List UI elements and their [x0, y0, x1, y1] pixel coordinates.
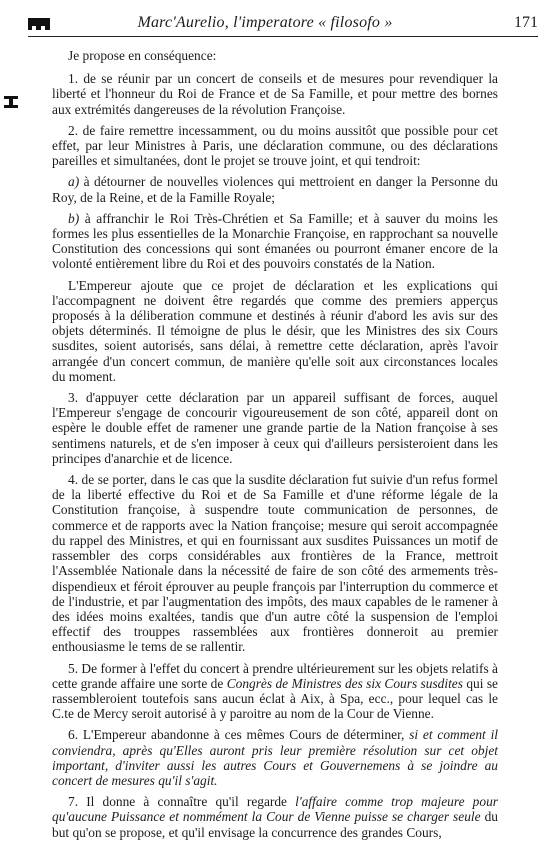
page-header [28, 12, 538, 37]
margin-marker-icon [4, 96, 18, 108]
paragraph-7-text-b: du but qu'on se propose, et qu'il envisage la concurrence des grandes Cours, [52, 809, 498, 840]
paragraph-7-italic: l'affaire comme trop majeure pour qu'aucune Puissance et nommément la Cour de Vienne puisse se charger seule [52, 794, 498, 825]
paragraph-6-text-a: 6. L'Empereur abandonne à ces mêmes Cours de déterminer, [68, 727, 410, 743]
paragraph-6-italic: si et comment il conviendra, après qu'Elles auront pris leur première résolution sur cet objet important, d'inviter aussi les autres Cours et Gouvernemens à se joindre au concert de mesures qu'il s'agit. [52, 727, 499, 788]
paragraph-5-text-a: 5. De former à l'effet du concert à prendre ultérieurement sur les objets relatifs à cette grande affaire une sorte de [52, 660, 498, 691]
paragraph-emperor: L'Empereur ajoute que ce projet de déclaration et les explications qui l'accompagnent ne doivent être regardés que comme des premiers apperçus proposés à la déliberation commune et destinés à réunir d'abord les avis sur des objets déterminés. Il témoigne de plus le désir, que les Ministres des six Cours susdites, soient autorisés, sans délai, à remettre cette déclaration, après l'avoir arrangée d'un concert commun, de manière qu'elle soit aux circonstances locales du moment. [52, 277, 498, 384]
paragraph-5 [52, 661, 498, 722]
paragraph-2a [52, 174, 498, 204]
item-label-a: a) [68, 174, 80, 190]
paragraph-2: 2. de faire remettre incessamment, ou du moins aussitôt que possible pour cet effet, par leur Ministres à Paris, une déclaration commune, ou des déclarations pareilles et simultanées, dont le projet se trouve joint, et qui tendroit: [52, 122, 498, 169]
paragraph-6 [52, 727, 498, 788]
paragraph-7-text-a: 7. Il donne à connaître qu'il regarde [68, 794, 296, 810]
paragraph-3: 3. d'appuyer cette déclaration par un appareil suffisant de forces, auquel l'Empereur s'engage de concourir vigoureusement de son côté, appareil dont on espère le double effet de ramener une grande partie de la Nation françoise à ses sentimens naturels, et de s'en imposer à ceux qui d'ailleurs persisteroient dans les principes d'anarchie et de licence. [52, 390, 498, 466]
paragraph-1: 1. de se réunir par un concert de conseils et de mesures pour revendiquer la liberté et l'honneur du Roi de France et de Sa Famille, et pour mettre des bornes aux extrémités dangereuses de la révolution Françoise. [52, 71, 498, 117]
paragraph-5-text-b: qui se rassembleroient toutefois sans aucun éclat à Aix, à Spa, ecc., pour lequel cas le C.te de Mercy seroit autorisé à y paroitre au nom de la Cour de Vienne. [52, 675, 498, 722]
item-text-a: à détourner de nouvelles violences qui mettroient en danger la Personne du Roy, de la Reine, et de la Famille Royale; [52, 174, 498, 205]
page-number: 171 [514, 14, 538, 31]
body-text [52, 48, 498, 846]
item-text-b: à affranchir le Roi Très-Chrétien et Sa Famille; et à sauver du moins les formes les plus essentielles de la Monarchie Françoise, en rapprochant sa nouvelle Constitution des concessions qui sont émanées ou pourront émaner encore de la volonté entièrement libre du Roi et des pouvoirs constatés de la Nation. [52, 210, 498, 272]
paragraph-2b [52, 211, 498, 272]
item-label-b: b) [68, 210, 80, 226]
paragraph-5-italic: Congrès de Ministres des six Cours susdites [226, 675, 463, 691]
paragraph-intro: Je propose en conséquence: [68, 48, 217, 63]
paragraph-7 [52, 794, 498, 840]
running-title: Marc'Aurelio, l'imperatore « filosofo » [137, 14, 393, 31]
paragraph-4: 4. de se porter, dans le cas que la susdite déclaration fut suivie d'un refus formel de la liberté effective du Roi et de Sa Famille et d'une réforme légale de la Constitution françoise, à suspendre toute communication de personnes, de commerce et de rapports avec la Nation françoise; mesure qui seroit accompagnée du rappel des Ministres, et qui en fournissant aux susdites Puissances un motif de rassembler des corps considérables aux frontières de la France, mettroit l'Assemblée Nationale dans la nécessité de faire de son côté des armements très-dispendieux et féroit éprouver au peuple françois par l'interruption du commerce et de l'industrie, et par l'augmentation des impôts, des maux capables de le ramener à des idées moins exaltées, tandis que d'un autre côté la suspension de l'emploi effectif des trouppes rassemblées aux frontières donneroit au premier enthousiasme le tems de se rallentir. [52, 472, 498, 655]
